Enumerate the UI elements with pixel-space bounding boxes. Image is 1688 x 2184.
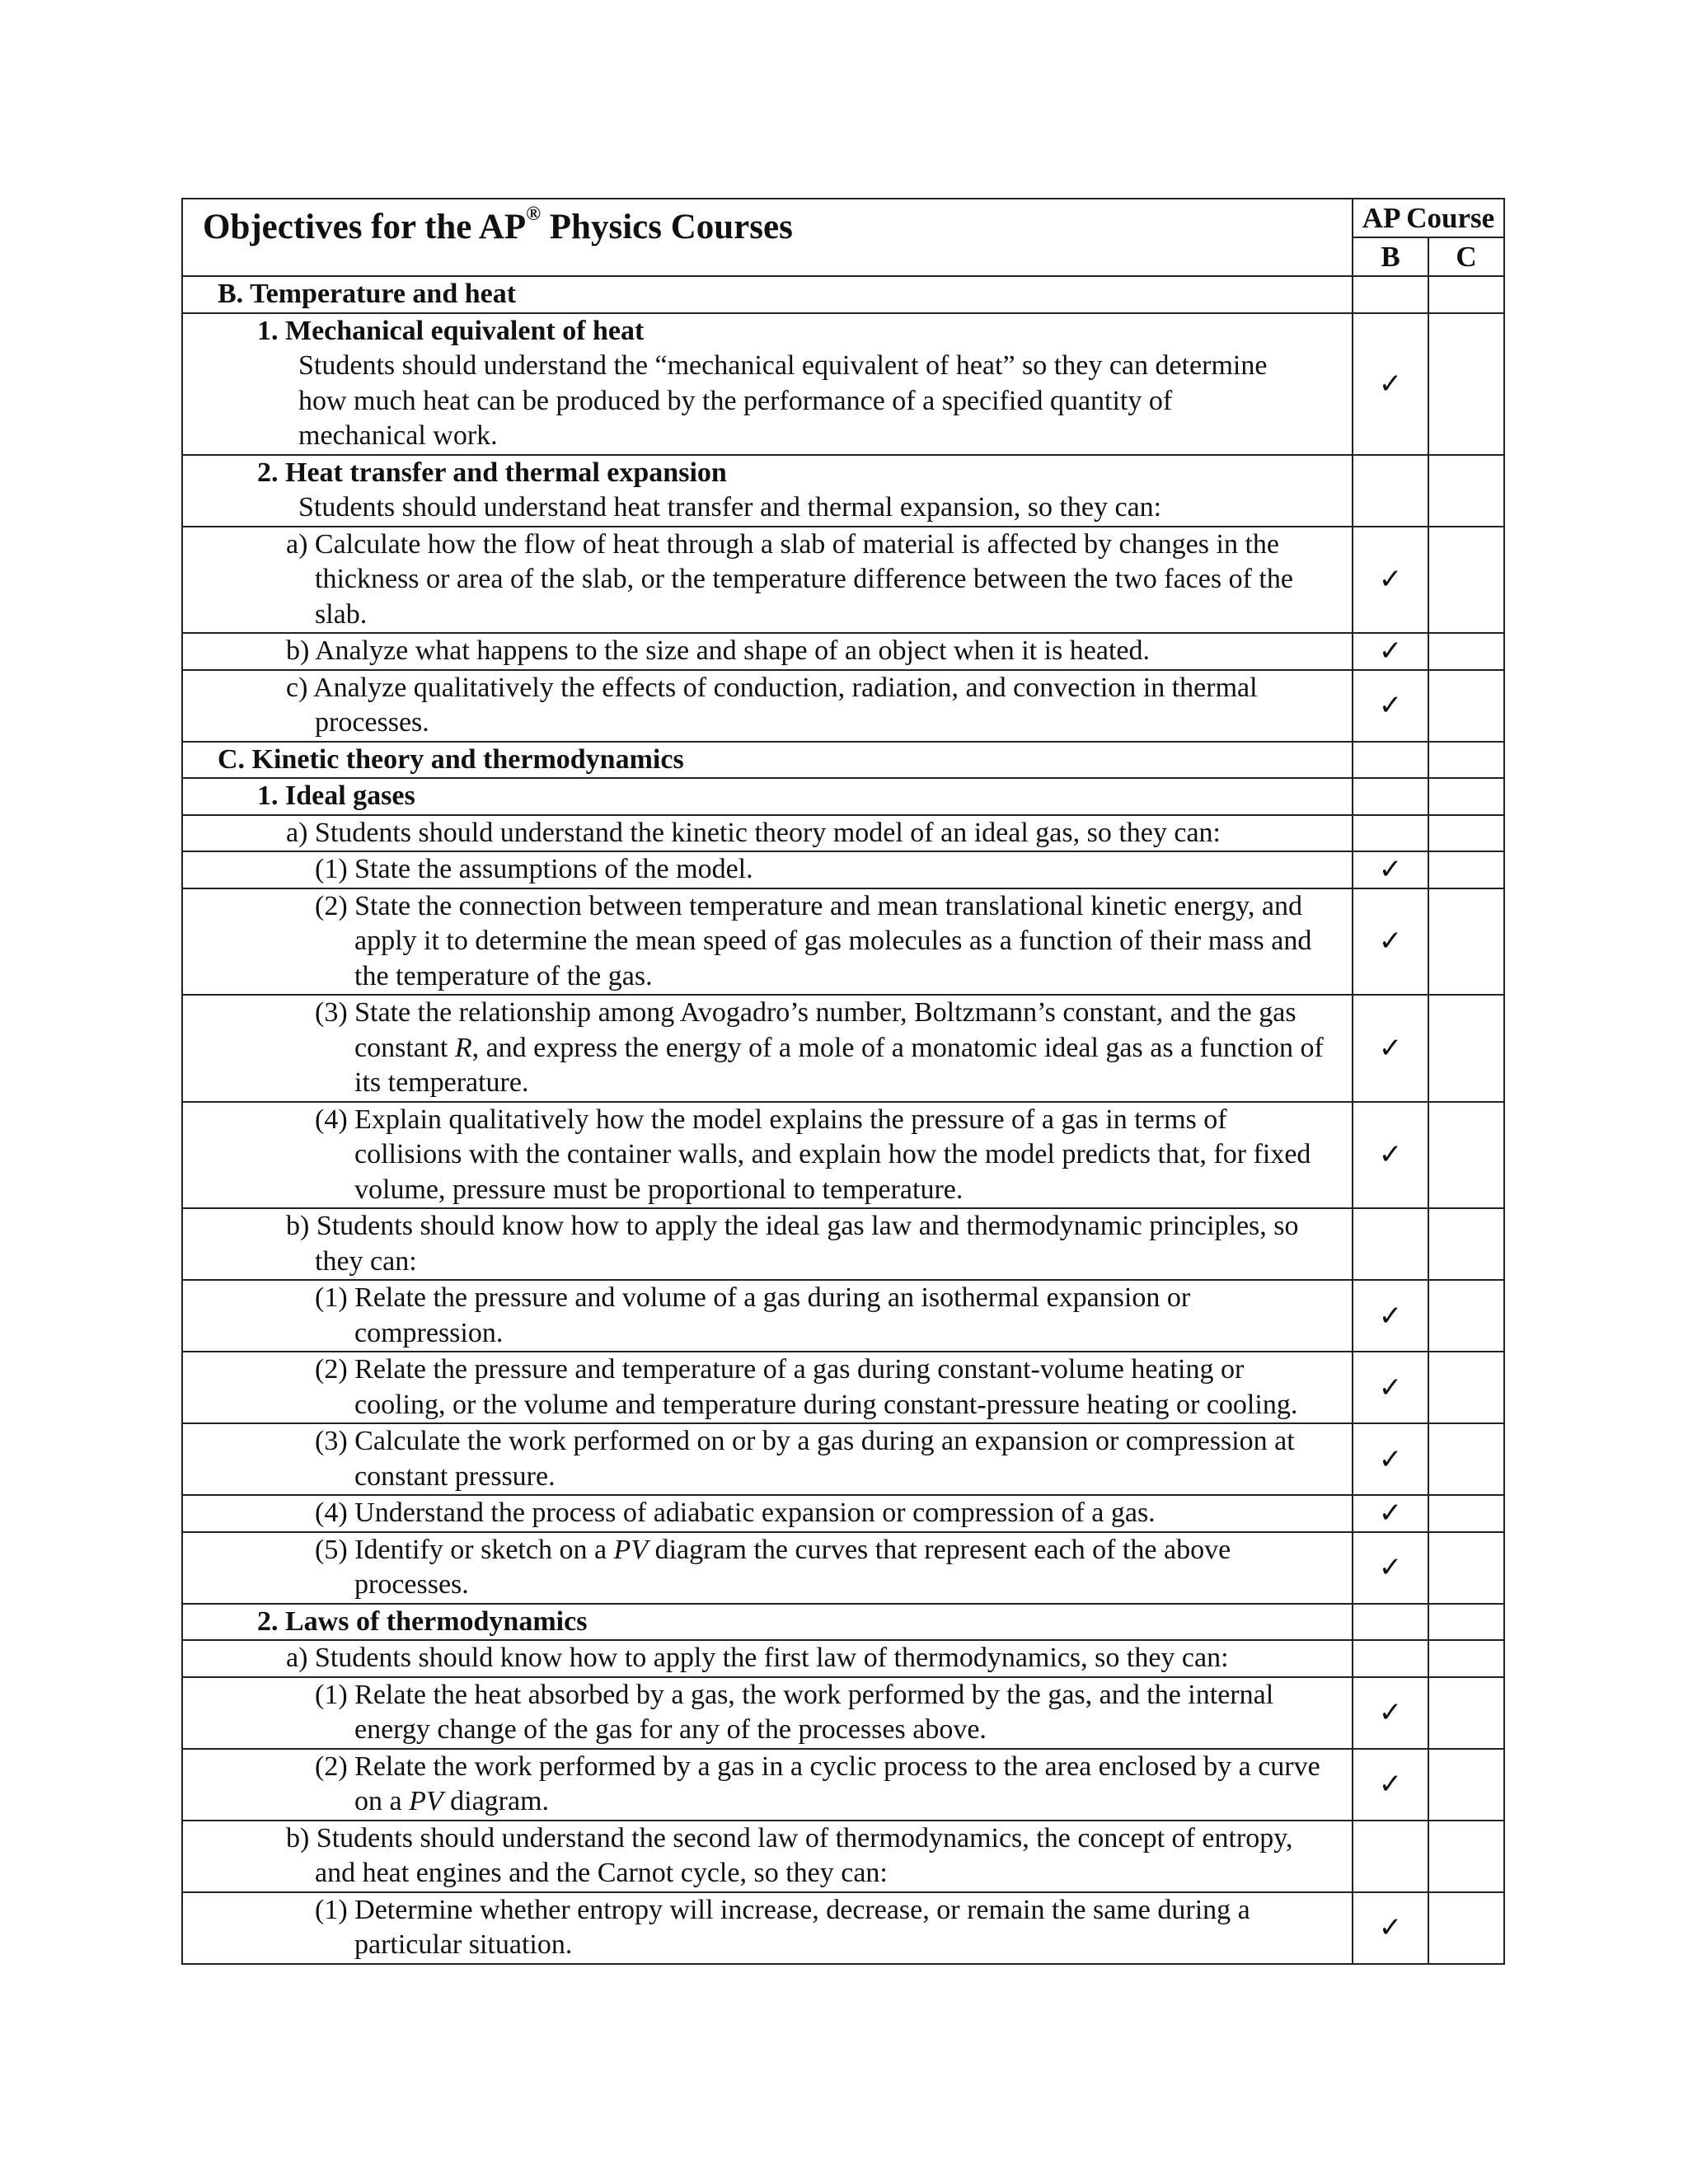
objective-text: c) Analyze qualitatively the effects of conduction, radiation, and convection in thermal processes. (286, 672, 1258, 738)
table-row (182, 851, 1504, 888)
objective-cell (182, 1892, 1353, 1964)
objective-cell (182, 1423, 1353, 1495)
checkmark-icon: ✓ (1378, 1371, 1403, 1404)
objective-cell (182, 1208, 1353, 1280)
course-b-cell (1353, 455, 1428, 527)
table-row (182, 1280, 1504, 1352)
table-row (182, 888, 1504, 996)
course-b-cell (1353, 778, 1428, 815)
course-c-cell (1428, 1532, 1504, 1604)
table-row (182, 670, 1504, 742)
course-c-cell (1428, 670, 1504, 742)
course-c-cell (1428, 1495, 1504, 1532)
objective-cell (182, 1532, 1353, 1604)
objective-text: b) Analyze what happens to the size and shape of an object when it is heated. (286, 635, 1150, 666)
course-b-cell (1353, 815, 1428, 852)
course-c-cell (1428, 1280, 1504, 1352)
table-row (182, 455, 1504, 527)
objective-cell (182, 888, 1353, 996)
table-row (182, 1749, 1504, 1821)
objective-cell (182, 815, 1353, 852)
course-c-cell (1428, 313, 1504, 455)
course-c-cell (1428, 1640, 1504, 1677)
table-row (182, 742, 1504, 779)
column-c-header: C (1428, 237, 1504, 276)
course-c-cell (1428, 888, 1504, 996)
objective-text: b) Students should know how to apply the ideal gas law and thermodynamic principles, so they can: (286, 1211, 1299, 1277)
objective-text: (5) Identify or sketch on a PV diagram the curves that represent each of the above processes. (315, 1534, 1231, 1600)
objective-cell (182, 633, 1353, 670)
checkmark-icon: ✓ (1378, 925, 1403, 958)
checkmark-icon: ✓ (1378, 689, 1403, 722)
course-b-cell (1353, 1821, 1428, 1892)
section-heading: B. Temperature and heat (218, 279, 517, 309)
checkmark-icon: ✓ (1378, 1497, 1403, 1530)
objectives-table-body (182, 199, 1504, 1964)
section-heading: 1. Ideal gases (257, 780, 415, 811)
objective-cell (182, 276, 1353, 313)
course-b-cell (1353, 276, 1428, 313)
objective-text: b) Students should understand the second law of thermodynamics, the concept of entropy, and heat engines and the Carnot cycle, so they can: (286, 1822, 1293, 1888)
objective-cell (182, 1749, 1353, 1821)
course-b-cell (1353, 888, 1428, 996)
section-heading: 1. Mechanical equivalent of heat (257, 315, 645, 346)
course-b-cell (1353, 527, 1428, 634)
objective-text: (4) Understand the process of adiabatic expansion or compression of a gas. (315, 1497, 1156, 1528)
course-b-cell (1353, 1280, 1428, 1352)
table-row (182, 1604, 1504, 1641)
checkmark-icon: ✓ (1378, 1911, 1403, 1944)
objective-text: (2) State the connection between temperature and mean translational kinetic energy, and apply it to determine the mean speed of gas molecules as a function of their mass and the temperature of the gas. (315, 890, 1312, 991)
course-b-cell (1353, 1677, 1428, 1749)
course-c-cell (1428, 276, 1504, 313)
course-b-cell (1353, 1495, 1428, 1532)
course-b-cell (1353, 1423, 1428, 1495)
table-row (182, 1495, 1504, 1532)
table-row (182, 633, 1504, 670)
course-c-cell (1428, 1208, 1504, 1280)
course-b-cell (1353, 1352, 1428, 1423)
objective-cell (182, 670, 1353, 742)
objective-text: (2) Relate the pressure and temperature of a gas during constant-volume heating or cooling, or the volume and temperature during constant-pressure heating or cooling. (315, 1354, 1298, 1420)
table-row (182, 1423, 1504, 1495)
course-b-cell (1353, 313, 1428, 455)
title-cell (182, 199, 1353, 276)
objective-text: (1) Relate the heat absorbed by a gas, the work performed by the gas, and the internal energy change of the gas for any of the processes above. (315, 1679, 1274, 1745)
course-c-cell (1428, 1102, 1504, 1209)
checkmark-icon: ✓ (1378, 563, 1403, 597)
objective-text: (2) Relate the work performed by a gas in a cyclic process to the area enclosed by a curve on a PV diagram. (315, 1750, 1320, 1816)
objective-cell (182, 1352, 1353, 1423)
section-heading: 2. Laws of thermodynamics (257, 1605, 588, 1637)
objective-text: (3) State the relationship among Avogadro’s number, Boltzmann’s constant, and the gas constant R, and express the energy of a mole of a monatomic ideal gas as a function of its temperature. (315, 997, 1324, 1098)
course-c-cell (1428, 1892, 1504, 1964)
table-row (182, 1821, 1504, 1892)
course-b-cell (1353, 1749, 1428, 1821)
objective-cell (182, 1495, 1353, 1532)
checkmark-icon: ✓ (1378, 1551, 1403, 1584)
objective-cell (182, 313, 1353, 455)
table-row (182, 313, 1504, 455)
course-c-cell (1428, 851, 1504, 888)
table-row (182, 1640, 1504, 1677)
table-row (182, 527, 1504, 634)
objective-description: Students should understand heat transfer and thermal expansion, so they can: (298, 492, 1162, 523)
table-row (182, 815, 1504, 852)
course-b-cell (1353, 1892, 1428, 1964)
objective-text: (4) Explain qualitatively how the model explains the pressure of a gas in terms of collisions with the container walls, and explain how the model predicts that, for fixed volume, pressure must be proportional to temperature. (315, 1104, 1311, 1205)
table-row (182, 995, 1504, 1102)
table-row (182, 1677, 1504, 1749)
objective-cell (182, 527, 1353, 634)
objective-cell (182, 851, 1353, 888)
course-c-cell (1428, 778, 1504, 815)
table-row (182, 1102, 1504, 1209)
table-row (182, 1208, 1504, 1280)
course-c-cell (1428, 1423, 1504, 1495)
table-row (182, 1532, 1504, 1604)
objective-cell (182, 1677, 1353, 1749)
checkmark-icon: ✓ (1378, 1696, 1403, 1729)
objective-cell (182, 455, 1353, 527)
course-c-cell (1428, 455, 1504, 527)
course-c-cell (1428, 1604, 1504, 1641)
section-heading: 2. Heat transfer and thermal expansion (257, 457, 727, 488)
objective-cell (182, 1640, 1353, 1677)
checkmark-icon: ✓ (1378, 635, 1403, 668)
checkmark-icon: ✓ (1378, 1768, 1403, 1801)
course-c-cell (1428, 742, 1504, 779)
header-row (182, 199, 1504, 237)
objective-cell (182, 778, 1353, 815)
course-c-cell (1428, 815, 1504, 852)
ap-course-header: AP Course (1353, 199, 1504, 237)
section-heading: C. Kinetic theory and thermodynamics (218, 743, 684, 775)
course-b-cell (1353, 851, 1428, 888)
objective-text: (1) Determine whether entropy will increase, decrease, or remain the same during a particular situation. (315, 1894, 1250, 1960)
title-text-start: Objectives for the AP (203, 208, 527, 246)
objective-text: a) Students should understand the kinetic theory model of an ideal gas, so they can: (286, 817, 1221, 848)
objective-text: (3) Calculate the work performed on or by a gas during an expansion or compression at constant pressure. (315, 1426, 1295, 1492)
checkmark-icon: ✓ (1378, 853, 1403, 887)
course-c-cell (1428, 1749, 1504, 1821)
course-b-cell (1353, 1208, 1428, 1280)
page-title (203, 204, 793, 246)
title-text-end: Physics Courses (541, 208, 793, 246)
course-c-cell (1428, 995, 1504, 1102)
course-c-cell (1428, 1677, 1504, 1749)
column-b-header: B (1353, 237, 1428, 276)
course-b-cell (1353, 1640, 1428, 1677)
course-c-cell (1428, 633, 1504, 670)
objective-cell (182, 1604, 1353, 1641)
table-row (182, 1892, 1504, 1964)
checkmark-icon: ✓ (1378, 367, 1403, 401)
course-b-cell (1353, 633, 1428, 670)
course-c-cell (1428, 527, 1504, 634)
course-c-cell (1428, 1821, 1504, 1892)
checkmark-icon: ✓ (1378, 1299, 1403, 1333)
objectives-table (181, 198, 1505, 1965)
checkmark-icon: ✓ (1378, 1442, 1403, 1476)
objective-text: a) Calculate how the flow of heat through a slab of material is affected by changes in the thickness or area of the slab, or the temperature difference between the two faces of the slab. (286, 528, 1293, 630)
objective-text: (1) State the assumptions of the model. (315, 854, 753, 884)
table-row (182, 276, 1504, 313)
course-b-cell (1353, 1532, 1428, 1604)
course-b-cell (1353, 742, 1428, 779)
registered-mark: ® (526, 204, 542, 225)
checkmark-icon: ✓ (1378, 1031, 1403, 1065)
table-row (182, 778, 1504, 815)
course-b-cell (1353, 670, 1428, 742)
course-b-cell (1353, 995, 1428, 1102)
objective-cell (182, 742, 1353, 779)
table-row (182, 1352, 1504, 1423)
objective-text: (1) Relate the pressure and volume of a gas during an isothermal expansion or compression. (315, 1282, 1191, 1348)
objective-cell (182, 995, 1353, 1102)
course-b-cell (1353, 1604, 1428, 1641)
objective-cell (182, 1102, 1353, 1209)
objective-description: Students should understand the “mechanical equivalent of heat” so they can determine how much heat can be produced by the performance of a specified quantity of mechanical work. (298, 350, 1268, 451)
checkmark-icon: ✓ (1378, 1138, 1403, 1172)
objective-cell (182, 1821, 1353, 1892)
course-c-cell (1428, 1352, 1504, 1423)
objective-cell (182, 1280, 1353, 1352)
course-b-cell (1353, 1102, 1428, 1209)
objective-text: a) Students should know how to apply the first law of thermodynamics, so they can: (286, 1643, 1229, 1673)
